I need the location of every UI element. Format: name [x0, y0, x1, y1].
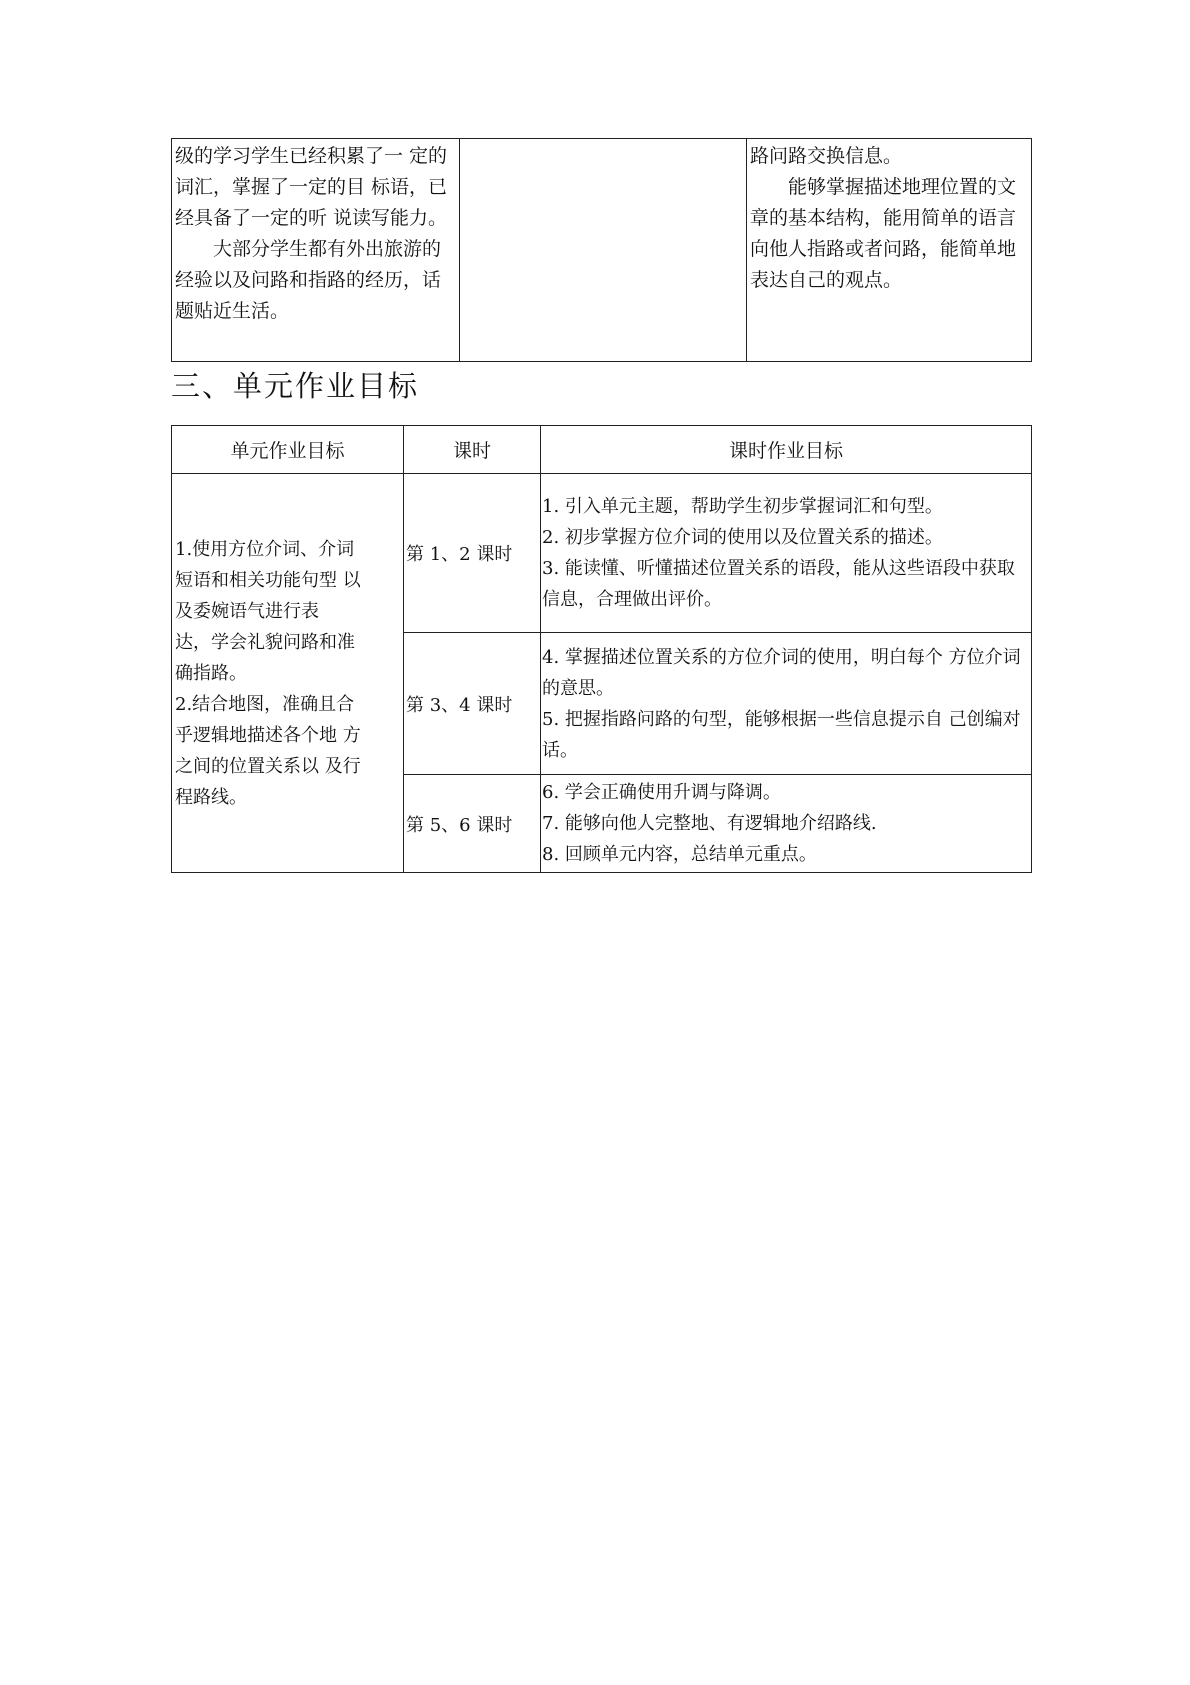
lesson-label: 第 5、6 课时 [404, 775, 541, 873]
lesson-label: 第 3、4 课时 [404, 633, 541, 775]
learner-paragraph-2: 大部分学生都有外出旅游的经验以及问路和指路的经历，话题贴近生活。 [175, 238, 442, 322]
unit-goal-line: 1.使用方位介词、介词 [175, 538, 355, 560]
ability-paragraph-2: 能够掌握描述地理位置的文章的基本结构，能用简单的语言向他人指路或者问路，能简单地表达自己的观点。 [750, 176, 1017, 291]
unit-goal-line: 达，学会礼貌问路和准 [175, 631, 355, 653]
unit-goal-line: 程路线。 [175, 786, 247, 808]
lesson-objectives-cell [541, 474, 1032, 633]
unit-goal-line: 短语和相关功能句型 以 [175, 569, 361, 591]
header-unit-goal: 单元作业目标 [172, 426, 404, 474]
section-heading: 三、单元作业目标 [171, 369, 420, 403]
unit-goal-line: 及委婉语气进行表 [175, 600, 319, 622]
unit-goal-line: 2.结合地图，准确且合 [175, 693, 355, 715]
empty-middle-cell [460, 139, 747, 362]
ability-target-cell [747, 139, 1032, 362]
unit-goal-line: 乎逻辑地描述各个地 方 [175, 724, 361, 746]
continuation-row [172, 139, 1032, 362]
unit-goal-cell [172, 474, 404, 873]
lesson-objectives-cell [541, 775, 1032, 873]
lesson-label: 第 1、2 课时 [404, 474, 541, 633]
lesson-row-1 [172, 474, 1032, 633]
header-row [172, 426, 1032, 474]
objective-item: 3. 能读懂、听懂描述位置关系的语段，能从这些语段中获取信息，合理做出评价。 [542, 558, 1015, 610]
objective-item: 2. 初步掌握方位介词的使用以及位置关系的描述。 [542, 527, 943, 548]
header-lesson: 课时 [404, 426, 541, 474]
unit-goal-line: 确指路。 [175, 662, 247, 684]
objective-item: 5. 把握指路问路的句型，能够根据一些信息提示自 己创编对话。 [542, 708, 1021, 761]
lesson-objectives-cell [541, 633, 1032, 775]
objective-item: 6. 学会正确使用升调与降调。 [542, 782, 781, 803]
learner-analysis-cell [172, 139, 460, 362]
ability-paragraph-1: 路问路交换信息。 [750, 145, 903, 167]
learner-paragraph-1: 级的学习学生已经积累了一 定的词汇，掌握了一定的目 标语，已经具备了一定的听 说读写能力。 [175, 145, 448, 229]
objective-item: 4. 掌握描述位置关系的方位介词的使用，明白每个 方位介词的意思。 [542, 646, 1021, 699]
objective-item: 8. 回顾单元内容，总结单元重点。 [542, 844, 817, 865]
continuation-table [171, 138, 1032, 362]
objective-item: 1. 引入单元主题，帮助学生初步掌握词汇和句型。 [542, 496, 943, 517]
unit-goal-line: 之间的位置关系以 及行 [175, 755, 361, 777]
header-lesson-goal: 课时作业目标 [541, 426, 1032, 474]
unit-goals-table [171, 425, 1032, 873]
objective-item: 7. 能够向他人完整地、有逻辑地介绍路线. [542, 813, 877, 834]
